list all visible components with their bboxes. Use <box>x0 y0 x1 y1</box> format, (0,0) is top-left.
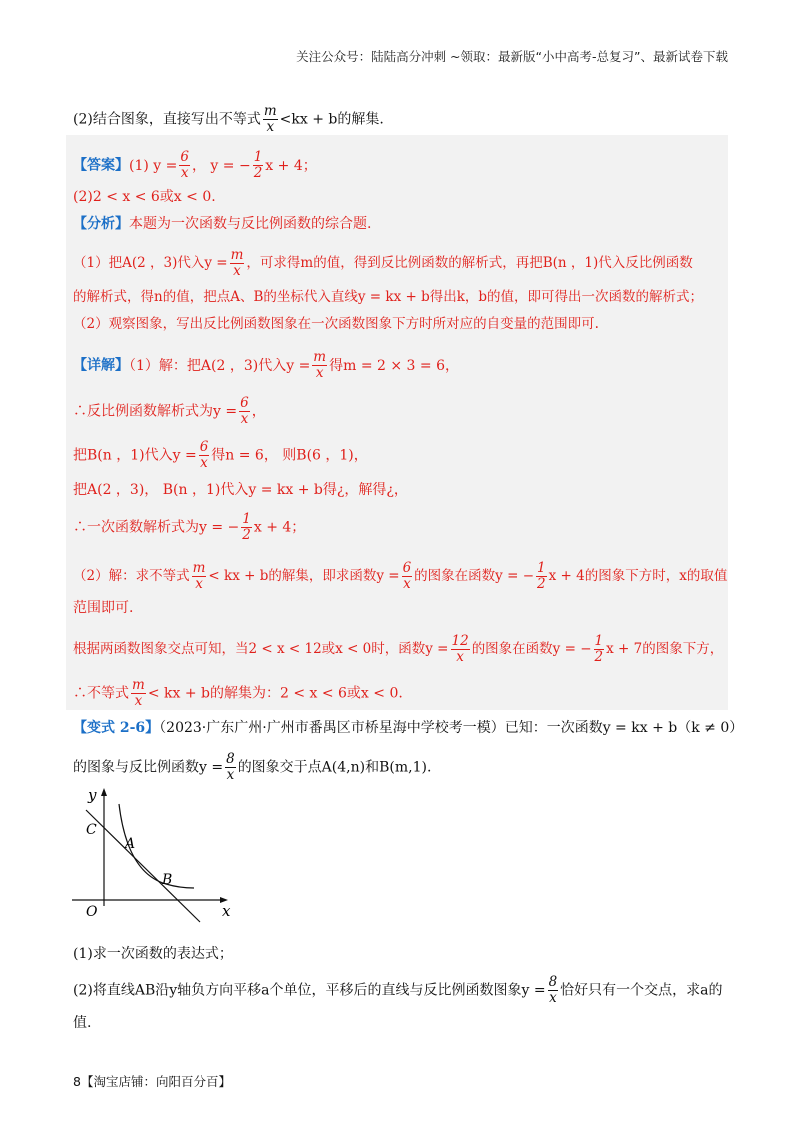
detail-2: ∴反比例函数解析式为y = $\frac{6}{x}$ ， <box>73 395 266 427</box>
line-ab <box>86 810 200 922</box>
point-a-label: A <box>125 836 136 852</box>
function-graph <box>70 784 240 924</box>
point-b-label: B <box>162 872 173 888</box>
y-axis-label: y <box>88 786 97 804</box>
answer-line-1: 【答案】(1) y = $\frac{6}{x}$ ， y = − $\frac{1}{2}$ x + 4； <box>73 149 317 181</box>
variant-q2-cont: 值. <box>73 1015 92 1031</box>
detail-8: 根据两函数图象交点可知，当2 < x < 12或x < 0时，函数y = $\frac{12}{x}$ 的图象在函数y = − $\frac{1}{2}$ x + 7的图象下方， <box>73 633 724 665</box>
analysis-intro: 【分析】本题为一次函数与反比例函数的综合题. <box>73 216 372 232</box>
origin-label: O <box>86 904 98 920</box>
detail-6: （2）解：求不等式 $\frac{m}{x}$ < kx + b的解集，即求函数y = $\frac{6}{x}$ 的图象在函数y = − $\frac{1}{2}$ x + 4的图象下方时，x的取值 <box>73 560 728 592</box>
detail-9: ∴不等式 $\frac{m}{x}$ < kx + b的解集为：2 < x < 6或x < 0. <box>73 677 403 709</box>
detail-7: 范围即可. <box>73 600 134 616</box>
x-axis-label: x <box>222 902 231 920</box>
page-footer: 8【淘宝店铺：向阳百分百】 <box>73 1074 231 1089</box>
analysis-p1-cont: 的解析式，得n的值，把点A、B的坐标代入直线y = kx + b得出k，b的值，即可得出一次函数的解析式； <box>73 289 704 305</box>
detail-3: 把B(n ，1)代入y = $\frac{6}{x}$ 得n = 6， 则B(6 ，1)， <box>73 439 368 471</box>
answer-line-2: (2)2 < x < 6或x < 0. <box>73 189 216 205</box>
y-axis-arrow <box>101 788 107 796</box>
point-c-label: C <box>86 822 97 838</box>
detail-1: 【详解】（1）解：把A(2 ，3)代入y = $\frac{m}{x}$ 得m = 2 × 3 = 6， <box>73 349 459 381</box>
page-header: 关注公众号：陆陆高分冲刺 ~领取：最新版“小中高考-总复习”、最新试卷下载 <box>296 49 728 64</box>
variant-line-2: 的图象与反比例函数y = $\frac{8}{x}$ 的图象交于点A(4,n)和B(m,1). <box>73 751 432 783</box>
variant-q1: (1)求一次函数的表达式； <box>73 946 233 962</box>
detail-5: ∴一次函数解析式为y = − $\frac{1}{2}$ x + 4； <box>73 511 306 543</box>
detail-4: 把A(2 ，3)， B(n ，1)代入y = kx + b得¿，解得¿， <box>73 482 408 498</box>
variant-q2: (2)将直线AB沿y轴负方向平移a个单位，平移后的直线与反比例函数图象y = $\frac{8}{x}$ 恰好只有一个交点，求a的 <box>73 974 723 1006</box>
variant-line-1: 【变式 2-6】（2023·广东广州·广州市番禺区市桥星海中学校考一模）已知：一次函数y = kx + b（k ≠ 0） <box>73 720 744 736</box>
analysis-p2: （2）观察图象，写出反比例函数图象在一次函数图象下方时所对应的自变量的范围即可. <box>73 316 599 332</box>
question-2: (2)结合图象，直接写出不等式 $\frac{m}{x}$ <kx + b的解集. <box>73 103 384 135</box>
analysis-p1: （1）把A(2 ，3)代入y = $\frac{m}{x}$ ，可求得m的值，得到反比例函数的解析式，再把B(n ，1)代入反比例函数 <box>73 247 693 279</box>
